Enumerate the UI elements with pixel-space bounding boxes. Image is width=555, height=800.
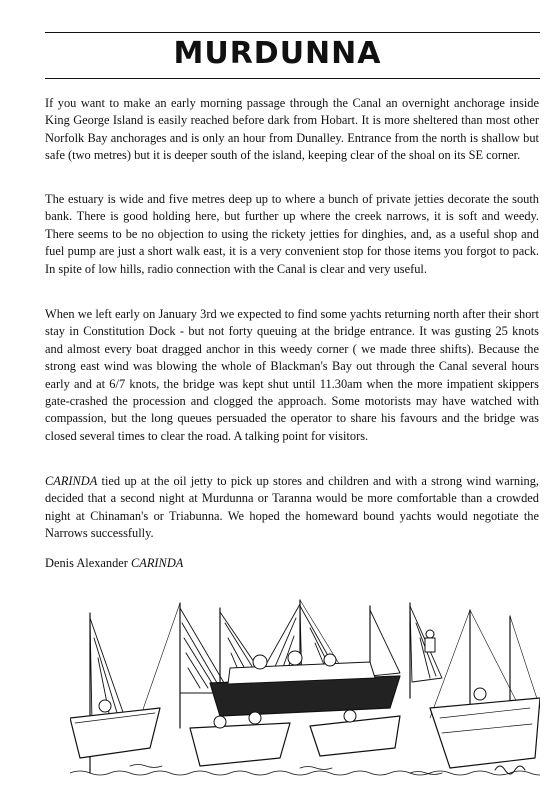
- author-boat: CARINDA: [131, 556, 184, 570]
- paragraph-4-text: tied up at the oil jetty to pick up stores and children and with a strong wind warning, decided that a second night at Murdunna or Taranna would be more comfortable than a crowded night at Chinaman's or Triabunna. We hoped the homeward bound yachts would negotiate the Narrows successfully.: [45, 474, 539, 541]
- paragraph-1: If you want to make an early morning passage through the Canal an overnight anchorage inside King George Island is easily reached before dark from Hobart. It is more sheltered than most other Norfolk Bay anchorages and is only an hour from Dunalley. Entrance from the north is shallow but safe (two metres) but it is deeper south of the island, keeping clear of the shoal on its SE corner.: [45, 96, 539, 163]
- boat-name: CARINDA: [45, 474, 98, 488]
- author-name: Denis Alexander: [45, 556, 132, 570]
- paragraph-3: When we left early on January 3rd we expected to find some yachts returning north after their short stay in Constitution Dock - but not forty queuing at the bridge entrance. It was gusting 25 knots and almost every boat dragged anchor in this weedy corner ( we made three shifts). Because the strong east wind was blowing the whole of Blackman's Bay out through the Canal several hours early and at 6/7 knots, the bridge was kept shut until 11.30am when the more impatient skippers gate-crashed the procession and clogged the approach. Some motorists may have watched with compassion, but the long queues persuaded the operator to share his favours and the bridge was closed several times to clear the road. A talking point for visitors.: [45, 307, 539, 443]
- title-rule-top: [45, 32, 540, 33]
- paragraph-4: [45, 473, 539, 543]
- page-title: MURDUNNA: [173, 36, 382, 71]
- title-rule-bottom: [45, 78, 540, 79]
- sailboats-illustration: [70, 598, 540, 783]
- paragraph-2: The estuary is wide and five metres deep up to where a bunch of private jetties decorate the south bank. There is good holding here, but further up where the creek narrows, it is soft and weedy. There seems to be no objection to using the rickety jetties for dinghies, and, as a useful shop and fuel pump are just a short walk east, it is a very convenient stop for those items you forgot to pack. In spite of low hills, radio connection with the Canal is clear and very useful.: [45, 192, 539, 276]
- author-signature: [45, 555, 539, 572]
